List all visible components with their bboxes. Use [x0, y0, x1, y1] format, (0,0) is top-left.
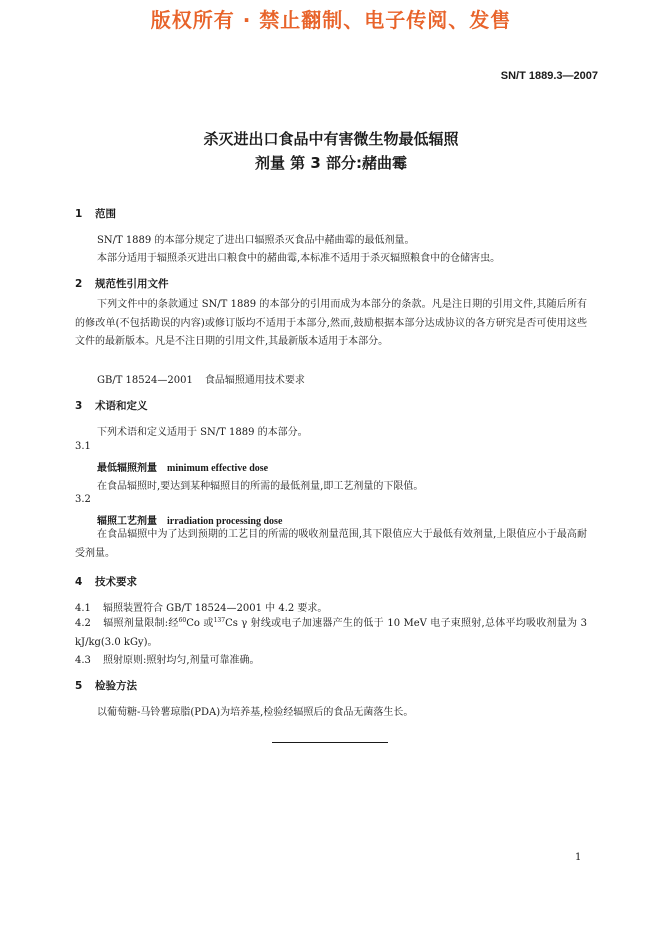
end-divider — [272, 742, 388, 743]
section-title: 术语和定义 — [95, 400, 148, 412]
page-number: 1 — [575, 852, 582, 863]
isotope-mass-137: 137 — [213, 617, 226, 624]
section-title: 技术要求 — [95, 576, 137, 588]
term-3-1-heading — [97, 459, 268, 474]
term-english: irradiation processing dose — [167, 516, 283, 527]
copyright-watermark: 版权所有 · 禁止翻制、电子传阅、发售 — [150, 8, 512, 32]
normative-reference — [97, 371, 305, 386]
section-number: 2 — [75, 278, 83, 290]
term-3-1-definition: 在食品辐照时,要达到某种辐照目的所需的最低剂量,即工艺剂量的下限值。 — [97, 481, 424, 492]
clause-number: 4.3 — [75, 655, 91, 666]
section-number: 4 — [75, 576, 83, 588]
section-2-paragraph: 下列文件中的条款通过 SN/T 1889 的本部分的引用而成为本部分的条款。凡是注日期的引用文件,其随后所有的修改单(不包括勘误的内容)或修订版均不适用于本部分,然而,鼓励根据本部分达成协议的各方研究是否可使用这些文件的最新版本。凡是不注日期的引用文件,其最新版本适用于本部分。 — [75, 299, 587, 347]
term-english: minimum effective dose — [167, 463, 269, 474]
clause-text-c: Cs γ 射线或电子加速器产生的低于 10 MeV 电子束照射,总体平均吸收剂量为 3 kJ/kg(3.0 kGy)。 — [75, 618, 587, 648]
term-chinese: 最低辐照剂量 — [97, 463, 157, 474]
clause-text: 照射原则:照射均匀,剂量可靠准确。 — [103, 655, 260, 666]
section-2-heading — [75, 276, 169, 291]
document-title-line1: 杀灭进出口食品中有害微生物最低辐照 — [203, 130, 459, 148]
section-1-paragraph-1: SN/T 1889 的本部分规定了进出口辐照杀灭食品中赭曲霉的最低剂量。 — [97, 235, 415, 246]
section-5-paragraph: 以葡萄糖-马铃薯琼脂(PDA)为培养基,检验经辐照后的食品无菌落生长。 — [97, 707, 414, 718]
requirement-4-2 — [75, 612, 587, 652]
term-3-2-number: 3.2 — [75, 494, 91, 505]
document-title-line2: 剂量 第 3 部分:赭曲霉 — [254, 154, 408, 172]
section-4-heading — [75, 574, 137, 589]
clause-text: 辐照装置符合 GB/T 18524—2001 中 4.2 要求。 — [103, 603, 328, 614]
reference-title: 食品辐照通用技术要求 — [204, 375, 305, 386]
clause-number: 4.2 — [75, 618, 91, 629]
reference-code: GB/T 18524—2001 — [97, 375, 193, 386]
isotope-mass-60: 60 — [178, 617, 187, 624]
clause-text-a: 辐照剂量限制:经 — [103, 618, 179, 629]
section-title: 检验方法 — [95, 680, 137, 692]
requirement-4-3 — [75, 651, 260, 666]
section-number: 1 — [75, 208, 83, 220]
term-chinese: 辐照工艺剂量 — [97, 516, 157, 527]
section-5-heading — [75, 678, 137, 693]
section-title: 规范性引用文件 — [95, 278, 169, 290]
section-3-intro: 下列术语和定义适用于 SN/T 1889 的本部分。 — [97, 427, 308, 438]
section-1-paragraph-2: 本部分适用于辐照杀灭进出口粮食中的赭曲霉,本标准不适用于杀灭辐照粮食中的仓储害虫。 — [97, 253, 501, 264]
term-3-2-definition: 在食品辐照中为了达到预期的工艺目的所需的吸收剂量范围,其下限值应大于最低有效剂量,上限值应小于最高耐受剂量。 — [75, 529, 587, 559]
clause-text-b: Co 或 — [186, 618, 214, 629]
section-title: 范围 — [95, 208, 116, 220]
term-3-2-heading — [97, 512, 282, 527]
clause-number: 4.1 — [75, 603, 91, 614]
section-number: 3 — [75, 400, 83, 412]
section-3-heading — [75, 398, 148, 413]
section-number: 5 — [75, 680, 83, 692]
standard-code: SN/T 1889.3—2007 — [500, 70, 598, 82]
term-3-1-number: 3.1 — [75, 441, 91, 452]
section-1-heading — [75, 206, 116, 221]
